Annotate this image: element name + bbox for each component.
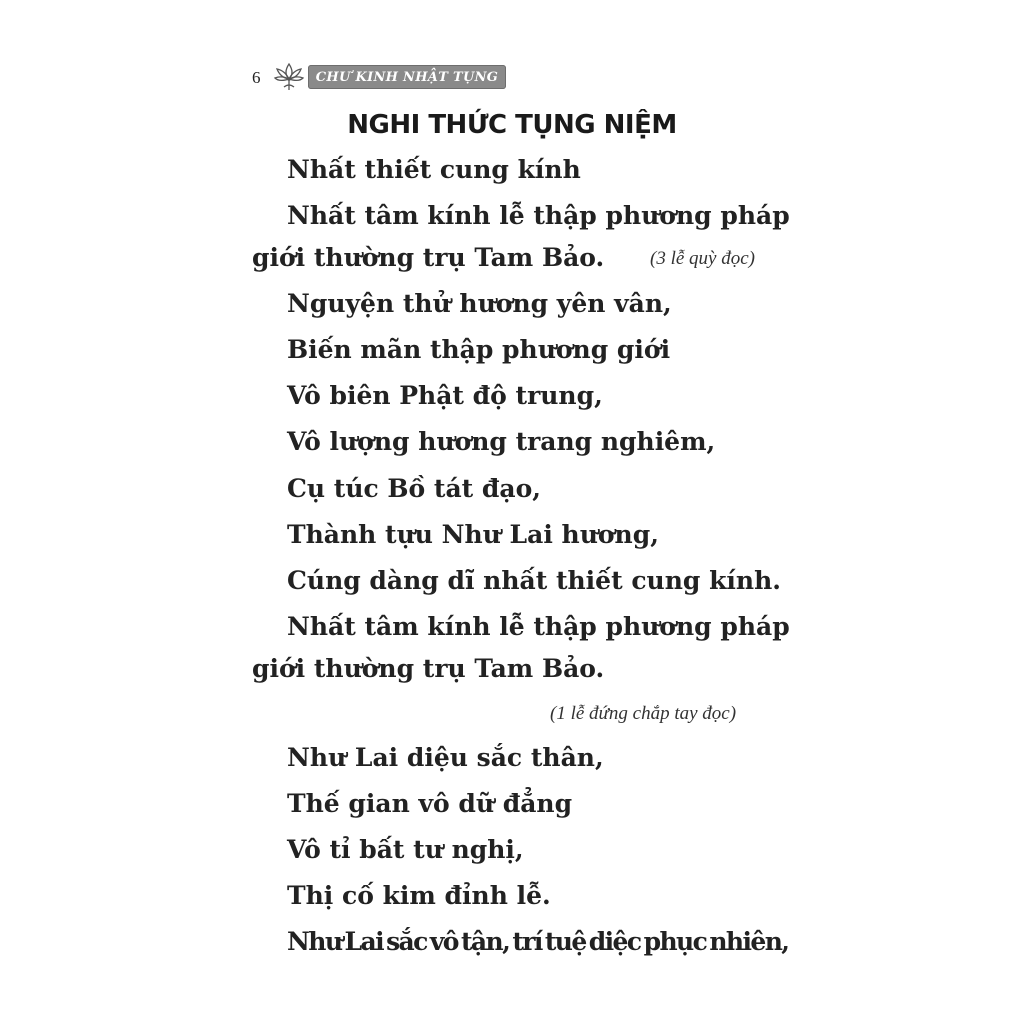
text-line: Nhất tâm kính lễ thập phương pháp bbox=[287, 201, 790, 230]
text-line: Thành tựu Như Lai hương, bbox=[287, 520, 659, 549]
ritual-note: (1 lễ đứng chắp tay đọc) bbox=[550, 703, 737, 724]
text-line: giới thường trụ Tam Bảo. bbox=[252, 654, 605, 683]
text-line: Như Lai diệu sắc thân, bbox=[287, 743, 604, 772]
text-line: Vô tỉ bất tư nghị, bbox=[287, 835, 524, 864]
running-header bbox=[0, 56, 1024, 96]
text-line: Nhất tâm kính lễ thập phương pháp bbox=[287, 612, 790, 641]
text-line: Cụ túc Bồ tát đạo, bbox=[287, 474, 541, 503]
ritual-note: (3 lễ quỳ đọc) bbox=[650, 248, 755, 269]
text-line: giới thường trụ Tam Bảo. bbox=[252, 243, 605, 272]
text-line: Cúng dàng dĩ nhất thiết cung kính. bbox=[287, 566, 781, 595]
text-line: Biến mãn thập phương giới bbox=[287, 335, 671, 364]
text-line: Thế gian vô dữ đẳng bbox=[287, 789, 573, 818]
page-title: NGHI THỨC TỤNG NIỆM bbox=[347, 110, 677, 140]
lotus-ornament-icon bbox=[272, 60, 306, 94]
page-number: 6 bbox=[252, 68, 261, 87]
text-line: Vô lượng hương trang nghiêm, bbox=[287, 427, 716, 456]
text-line: Vô biên Phật độ trung, bbox=[287, 381, 603, 410]
text-line: Nguyện thử hương yên vân, bbox=[287, 289, 672, 318]
book-title: CHƯ KINH NHẬT TỤNG bbox=[315, 69, 499, 85]
text-line: Nhất thiết cung kính bbox=[287, 155, 581, 184]
book-title-banner bbox=[308, 65, 506, 89]
text-line: Thị cố kim đỉnh lễ. bbox=[287, 881, 551, 910]
text-line: Như Lai sắc vô tận, trí tuệ diệc phục nhiên, bbox=[287, 927, 789, 956]
